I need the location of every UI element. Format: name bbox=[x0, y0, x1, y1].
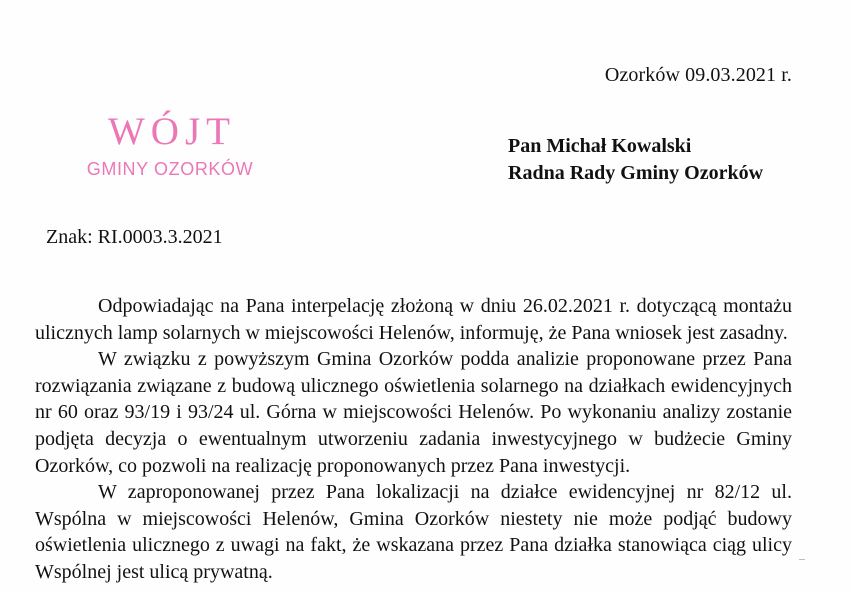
letter-body bbox=[35, 293, 792, 586]
recipient-role: Radna Rady Gminy Ozorków bbox=[508, 162, 764, 184]
recipient-block bbox=[508, 133, 763, 187]
reference-number: Znak: RI.0003.3.2021 bbox=[46, 226, 223, 248]
recipient-name: Pan Michał Kowalski bbox=[508, 135, 692, 157]
official-stamp bbox=[78, 112, 258, 179]
scan-mark bbox=[799, 559, 805, 560]
body-paragraph-1: Odpowiadając na Pana interpelację złożoną w dniu 26.02.2021 r. dotyczącą montażu ulicznych lamp solarnych w miejscowości Helenów, informuję, że Pana wniosek jest zasadny. bbox=[35, 295, 792, 344]
stamp-title: WÓJT bbox=[108, 110, 236, 153]
body-paragraph-3: W zaproponowanej przez Pana lokalizacji na działce ewidencyjnej nr 82/12 ul. Wspólna w miejscowości Helenów, Gmina Ozorków niestety nie może podjąć budowy oświetlenia ulicznego z uwagi na fakt, że wskazana przez Pana działka stanowiąca ciąg ulicy Wspólnej jest ulicą prywatną. bbox=[35, 481, 792, 583]
body-paragraph-2: W związku z powyższym Gmina Ozorków podda analizie proponowane przez Pana rozwiązania związane z budową ulicznego oświetlenia solarnego na działkach ewidencyjnych nr 60 oraz 93/19 i 93/24 ul. Górna w miejscowości Helenów. Po wykonaniu analizy zostanie podjęta decyzja o ewentualnym utworzeniu zadania inwestycyjnego w budżecie Gminy Ozorków, co pozwoli na realizację proponowanych przez Pana inwestycji. bbox=[35, 348, 792, 477]
stamp-subtitle: GMINY OZORKÓW bbox=[86, 159, 254, 179]
letter-date: Ozorków 09.03.2021 r. bbox=[604, 64, 792, 86]
